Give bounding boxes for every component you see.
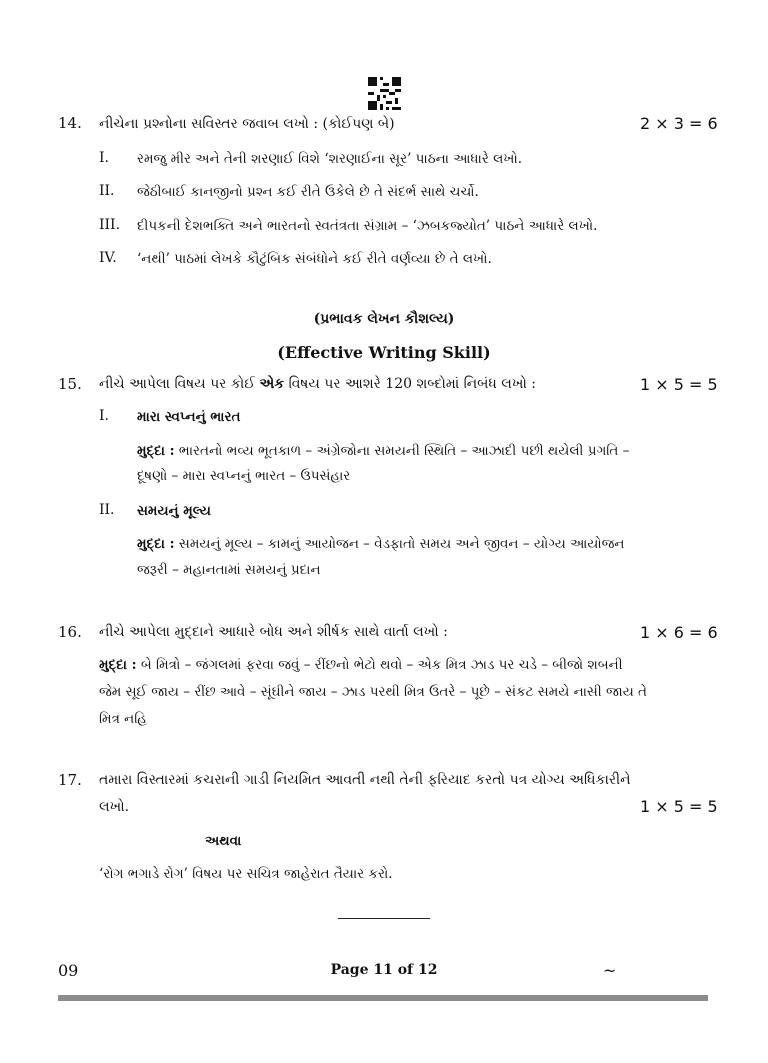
points-line: જરૂરી – મહાનતામાં સમયનું પ્રદાન [137, 562, 321, 578]
q15-option-points [137, 441, 629, 461]
points-label: મુદ્દા : [137, 536, 175, 552]
points-line: દૂષણો – મારા સ્વપ્નનું ભારત – ઉપસંહાર [137, 468, 351, 484]
points-label: મુદ્દા : [99, 657, 137, 673]
paper-code: 09 [58, 961, 79, 980]
q17-alt-text: ‘રોગ ભગાડે રોગ’ વિષય પર સચિત્ર જાહેરાત તૈયાર કરો. [99, 866, 393, 882]
q15-number: 15. [58, 375, 82, 393]
q15-text [99, 374, 536, 394]
q15-option-roman: I. [99, 408, 109, 424]
points-line: મિત્ર નહિ [99, 711, 147, 727]
q14-item-text: જેઠીબાઈ કાનજીનો પ્રશ્ન કઈ રીતે ઉકેલે છે તે સંદર્ભ સાથે ચર્ચો. [137, 184, 479, 200]
q14-item-text: દીપકની દેશભક્તિ અને ભારતનો સ્વતંત્રતા સંગ્રામ – ‘ઝબકજ્યોત’ પાઠને આધારે લખો. [137, 218, 598, 234]
q14-item-text: ‘નથી’ પાઠમાં લેખકે કૌટુંબિક સંબંધોને કઈ રીતે વર્ણવ્યા છે તે લખો. [137, 251, 492, 267]
q14-item-roman: IV. [99, 250, 117, 266]
end-separator [338, 918, 430, 919]
q16-points [99, 655, 623, 675]
q17-text: લખો. [99, 799, 130, 815]
points-line: સમયનું મૂલ્ય – કામનું આયોજન – વેડફાતો સમય અને જીવન – યોગ્ય આયોજન [178, 536, 625, 552]
q17-number: 17. [58, 771, 82, 789]
q17-marks: 1 × 5 = 5 [640, 797, 718, 816]
q15-text-bold: એક [259, 376, 285, 392]
points-line: જેમ સૂઈ જાય – રીંછ આવે – સૂંઘીને જાય – ઝાડ પરથી મિત્ર ઉતરે – પૂછે – સંકટ સમયે નાસી જાય તે [99, 684, 648, 700]
q17-text: તમારા વિસ્તારમાં કચરાની ગાડી નિયમિત આવતી નથી તેની ફરિયાદ કરતો પત્ર યોગ્ય અધિકારીને [99, 772, 631, 788]
points-line: બે મિત્રો – જંગલમાં ફરવા જવું – રીંછનો ભેટો થવો – એક મિત્ર ઝાડ પર ચડે – બીજો શબની [140, 657, 623, 673]
q15-option-points [137, 534, 625, 554]
section-title-english: (Effective Writing Skill) [277, 343, 491, 362]
q16-marks: 1 × 6 = 6 [640, 623, 718, 642]
q16-text: નીચે આપેલા મુદ્દાને આધારે બોધ અને શીર્ષક સાથે વાર્તા લખો : [99, 624, 448, 640]
section-title-gujarati: (પ્રભાવક લેખન કૌશલ્ય) [313, 311, 455, 327]
q15-marks: 1 × 5 = 5 [640, 375, 718, 394]
qr-code-icon [368, 77, 401, 110]
points-line: ભારતનો ભવ્ય ભૂતકાળ – અંગ્રેજોના સમયની સ્થિતિ – આઝાદી પછી થયેલી પ્રગતિ – [178, 443, 630, 459]
q14-item-roman: I. [99, 150, 109, 166]
q15-text-part: વિષય પર આશરે 120 શબ્દોમાં નિબંધ લખો : [288, 376, 537, 392]
q14-item-roman: III. [99, 217, 121, 233]
footer-rule [58, 995, 708, 1001]
q14-text: નીચેના પ્રશ્નોના સવિસ્તર જવાબ લખો : (કોઈપણ બે) [99, 116, 395, 132]
page-number: Page 11 of 12 [330, 962, 438, 978]
or-label: અથવા [205, 833, 242, 849]
q14-number: 14. [58, 114, 82, 132]
footer-mark: ~ [603, 961, 617, 980]
q15-option-title: સમયનું મૂલ્ય [137, 503, 211, 519]
q15-text-part: નીચે આપેલા વિષય પર કોઈ [99, 376, 256, 392]
q15-option-title: મારા સ્વપ્નનું ભારત [137, 409, 241, 425]
q15-option-roman: II. [99, 502, 115, 518]
q14-item-text: રમજુ મીર અને તેની શરણાઈ વિશે ‘શરણાઈના સૂર’ પાઠના આધારે લખો. [137, 151, 523, 167]
q14-marks: 2 × 3 = 6 [640, 114, 718, 133]
q16-number: 16. [58, 623, 82, 641]
points-label: મુદ્દા : [137, 443, 175, 459]
q14-item-roman: II. [99, 183, 115, 199]
